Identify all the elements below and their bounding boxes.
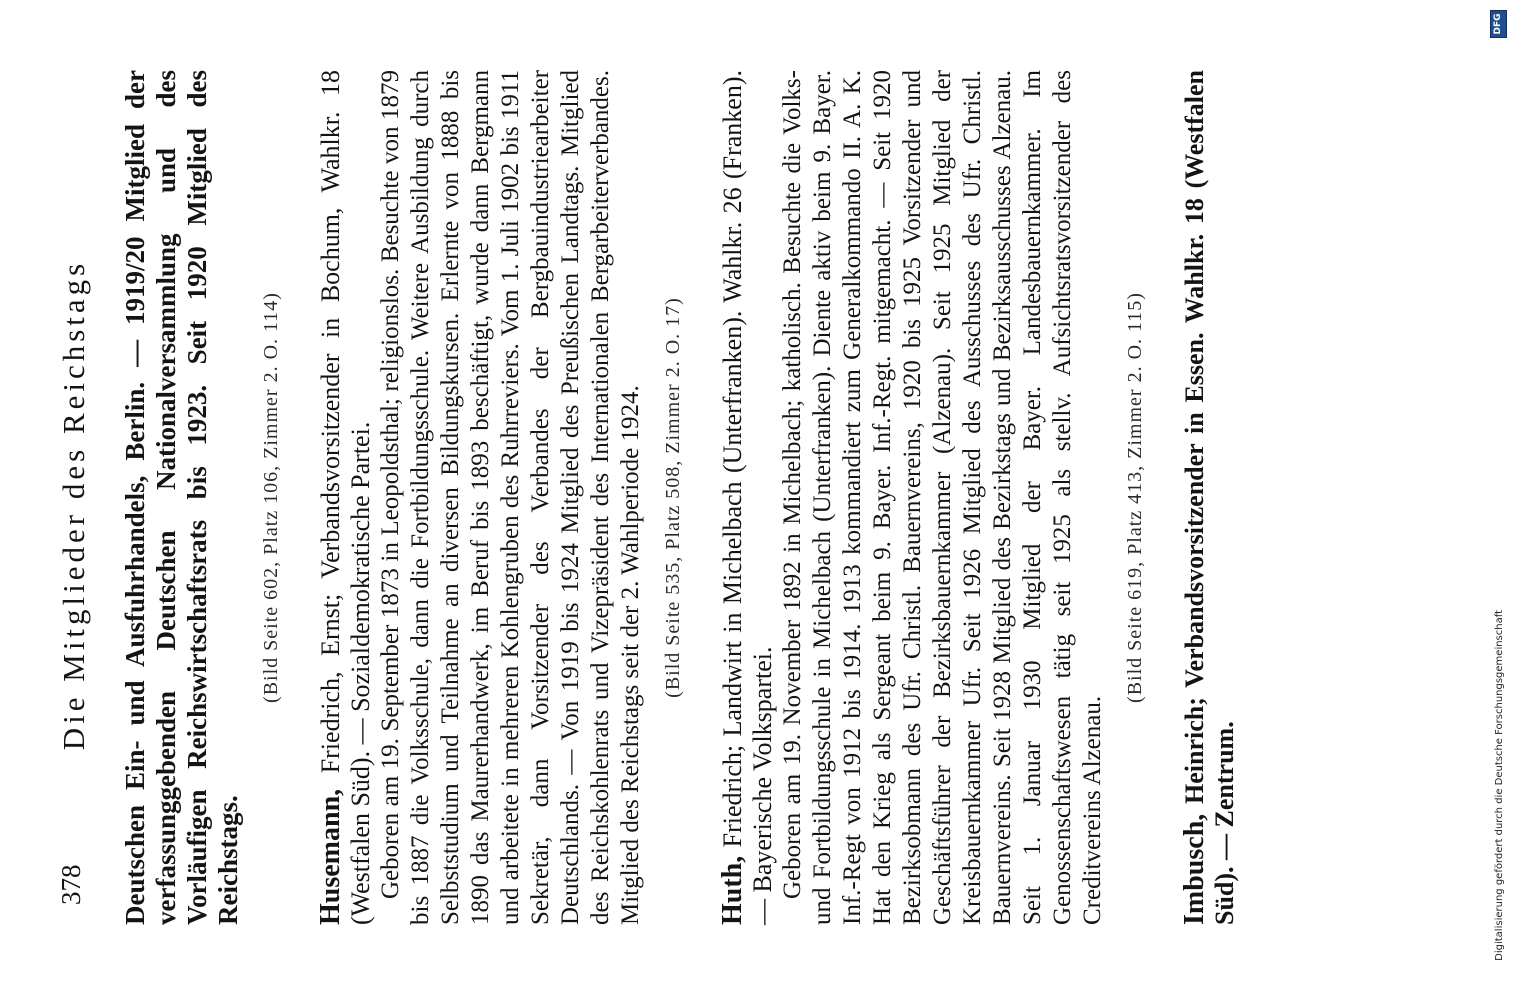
entry-heading — [1180, 70, 1240, 925]
text-column — [120, 70, 1240, 925]
page-header — [56, 105, 100, 905]
intro-reference: (Bild Seite 602, Platz 106, Zimmer 2. O. 114) — [260, 292, 282, 703]
digitization-note: Digitalisierung gefördert durch die Deutsche Forschungsgemeinschaft — [1494, 610, 1505, 961]
entry-heading — [316, 70, 376, 925]
digitization-strip — [1484, 0, 1520, 1000]
member-details: Friedrich, Ernst; Verbandsvorsitzender in Bochum, Wahlkr. 18 (Westfalen Süd). — Sozialdemokratische Partei. — [316, 70, 375, 925]
page-number: 378 — [56, 864, 86, 905]
member-entry-husemann — [316, 70, 688, 925]
member-entry-imbusch — [1180, 70, 1240, 925]
member-name: Imbusch, — [1179, 813, 1210, 925]
entry-heading — [718, 70, 778, 925]
entry-reference: (Bild Seite 535, Platz 508, Zimmer 2. O. 17) — [662, 297, 684, 698]
member-details: Heinrich; Verbandsvorsitzender in Essen. Wahlkr. 18 (Westfalen Süd). — Zentrum. — [1180, 70, 1239, 925]
member-name: Husemann, — [315, 788, 346, 925]
entry-biography: Geboren am 19. November 1892 in Michelbach; katholisch. Besuchte die Volks- und Fortbildungsschule in Michelbach (Unterfranken). Diente aktiv beim 9. Bayer. Inf.-Regt von 1912 bis 1914. 1913 kommandiert zum Generalkommando II. A. K. Hat den Krieg als Sergeant beim 9. Bayer. Inf.-Regt. mitgemacht. — Seit 1920 Bezirksobmann des Ufr. Christl. Bauernvereins, 1920 bis 1925 Vorsitzender und Geschäftsführer der Bezirksbauernkammer (Alzenau). Seit 1925 Mitglied der Kreisbauernkammer Ufr. Seit 1926 Mitglied des Ausschusses des Ufr. Christl. Bauernvereins. Seit 1928 Mitglied des Bezirkstags und Bezirksausschusses Alzenau. Seit 1. Januar 1930 Mitglied der Bayer. Landesbauernkammer. Im Genossenschaftswesen tätig seit 1925 als stellv. Aufsichtsratsvorsitzender des Creditvereins Alzenau. — [779, 70, 1106, 925]
entry-reference: (Bild Seite 619, Platz 413, Zimmer 2. O. 115) — [1124, 292, 1146, 703]
running-title: Die Mitglieder des Reichstags — [56, 259, 91, 751]
intro-paragraph: Deutschen Ein- und Ausfuhrhandels, Berlin. — 1919/20 Mitglied der verfassunggebenden Deutschen Nationalversammlung und des Vorläufigen Reichswirtschaftsrats bis 1923. Seit 1920 Mitglied des Reichstags. — [120, 70, 243, 925]
member-name: Huth, — [717, 855, 748, 925]
entry-biography: Geboren am 19. September 1873 in Leopoldsthal; religionslos. Besuchte von 1879 bis 1887 die Volksschule, dann die Fortbildungsschule. Weitere Ausbildung durch Selbststudium und Teilnahme an diversen Bildungskursen. Erlernte von 1888 bis 1890 das Maurerhandwerk, im Beruf bis 1893 beschäftigt, wurde dann Bergmann und arbeitete in mehreren Kohlengruben des Ruhrreviers. Vom 1. Juli 1902 bis 1911 Sekretär, dann Vorsitzender des Verbandes der Bergbauindustriearbeiter Deutschlands. — Von 1919 bis 1924 Mitglied des Preußischen Landtags. Mitglied des Reichskohlenrats und Vizepräsident des Internationalen Bergarbeiterverbandes. Mitglied des Reichstags seit der 2. Wahlperiode 1924. — [377, 70, 644, 925]
dfg-logo-icon: DFG — [1490, 10, 1507, 38]
member-entry-huth — [718, 70, 1150, 925]
member-details: Friedrich; Landwirt in Michelbach (Unterfranken). Wahlkr. 26 (Franken). — Bayerische Volkspartei. — [718, 70, 777, 925]
